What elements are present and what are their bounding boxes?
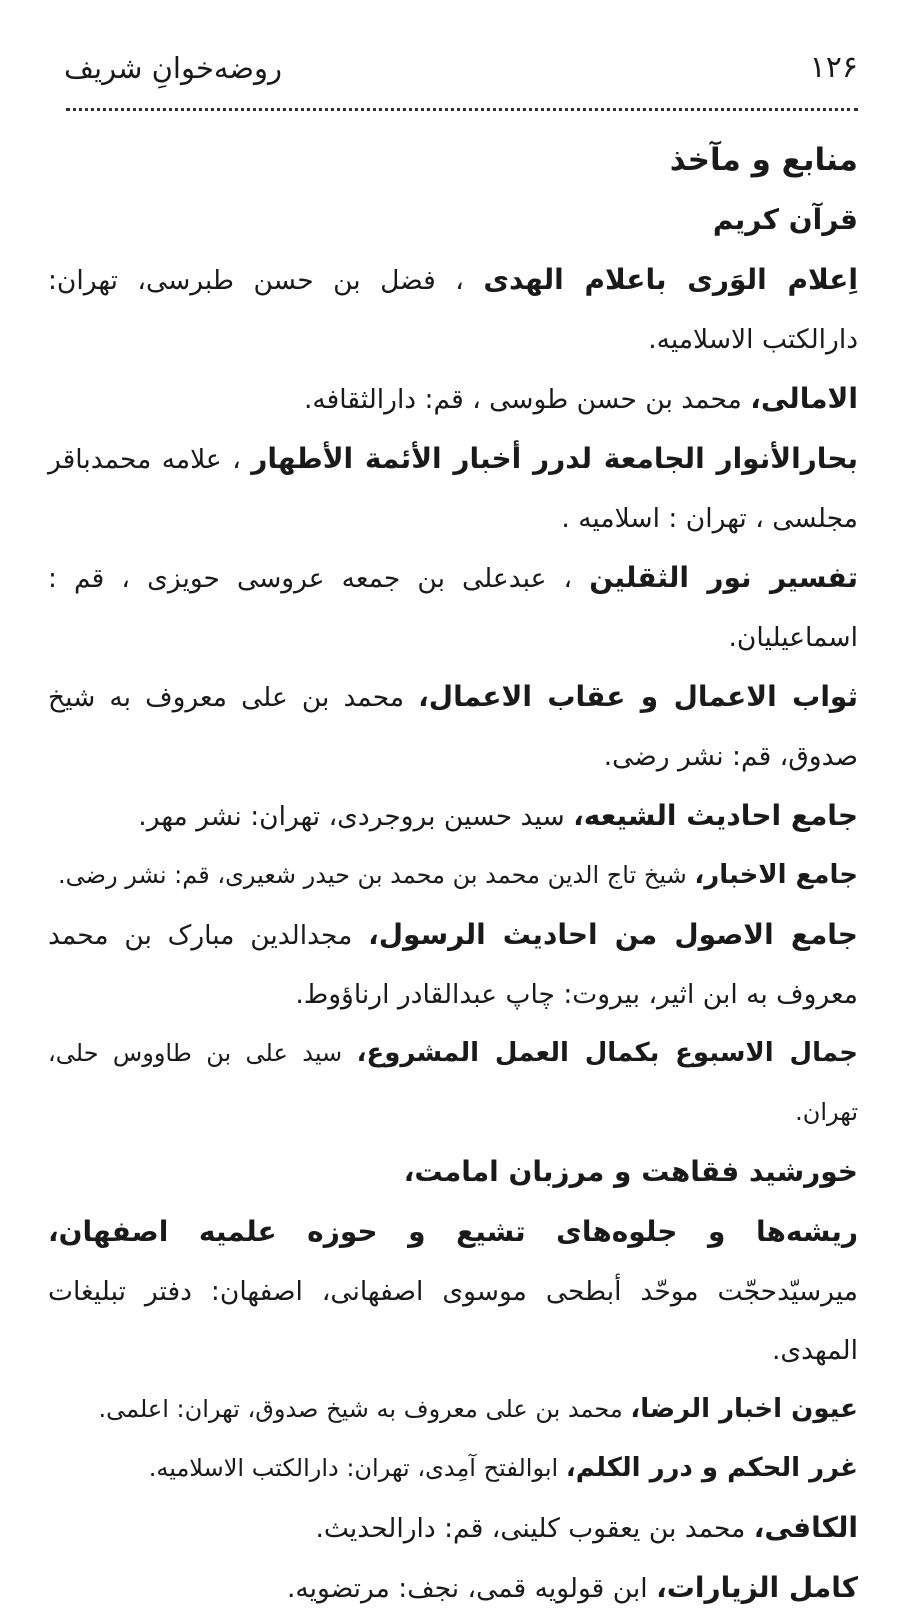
bibliography-entry	[48, 786, 858, 846]
entry-title: جمال الاسبوع بکمال العمل المشروع،	[356, 1038, 858, 1068]
entry-title: غرر الحکم و درر الکلم،	[565, 1453, 858, 1483]
entry-title: جامع الاخبار،	[694, 860, 858, 890]
entry-details: محمد بن علی معروف به شیخ صدوق، قم: نشر رضی.	[48, 682, 858, 772]
entry-details: ابوالفتح آمِدی، تهران: دارالکتب الاسلامیه.	[148, 1454, 566, 1482]
entry-title: جامع احادیث الشیعه،	[573, 799, 858, 832]
bibliography-entry	[48, 429, 858, 548]
bibliography-entry	[48, 1558, 858, 1618]
bibliography-entry	[48, 250, 858, 369]
entry-title: بحارالأنوار الجامعة لدرر أخبار الأئمة الأطهار	[251, 442, 859, 475]
book-page	[48, 0, 859, 1604]
page-number: ۱۲۶	[809, 50, 858, 85]
entry-title: جامع الاصول من احادیث الرسول،	[368, 918, 858, 951]
entry-title: الکافی،	[753, 1511, 858, 1544]
entry-details: سید علی بن طاووس حلی، تهران.	[48, 1039, 858, 1126]
header-divider	[66, 108, 858, 111]
entry-details: ابن قولویه قمی، نجف: مرتضویه.	[287, 1573, 657, 1604]
entry-title: قرآن کریم	[712, 203, 858, 236]
entry-title: کامل الزیارات،	[656, 1571, 858, 1604]
bibliography-entry	[48, 667, 858, 786]
entry-title: ثواب الاعمال و عقاب الاعمال،	[418, 680, 858, 713]
bibliography-entry	[48, 190, 858, 250]
entry-details: ، فضل بن حسن طبرسی، تهران: دارالکتب الاسلامیه.	[48, 265, 858, 355]
running-title: روضه‌خوانِ شریف	[64, 51, 283, 85]
entry-details: محمد بن یعقوب کلینی، قم: دارالحدیث.	[315, 1513, 754, 1544]
entry-details: محمد بن حسن طوسی ، قم: دارالثقافه.	[303, 384, 751, 415]
entry-title: عیون اخبار الرضا،	[630, 1394, 858, 1424]
bibliography-entry	[48, 1380, 858, 1439]
bibliography	[48, 130, 858, 1618]
entry-title: الامالی،	[750, 382, 858, 415]
bibliography-entry	[48, 846, 858, 905]
bibliography-entry	[48, 1498, 858, 1558]
entry-title: خورشید فقاهت و مرزبان امامت،	[403, 1155, 858, 1188]
bibliography-entry	[48, 1024, 858, 1142]
bibliography-entry	[48, 369, 858, 429]
entry-details: شیخ تاج الدین محمد بن محمد بن حیدر شعیری، قم: نشر رضی.	[57, 861, 695, 889]
entry-title: تفسیر نور الثقلین	[589, 561, 858, 594]
page-header	[48, 48, 858, 96]
entry-title: اِعلام الوَری باعلام الهدی	[483, 263, 858, 296]
bibliography-entry	[48, 548, 858, 667]
bibliography-entry	[48, 905, 858, 1024]
entry-details: میرسیّدحجّت موحّد أبطحی موسوی اصفهانی، اصفهان: دفتر تبلیغات المهدی.	[48, 1276, 858, 1366]
entry-title: ریشه‌ها و جلوه‌های تشیع و حوزه علمیه اصفهان،	[48, 1215, 858, 1248]
bibliography-entry	[48, 1439, 858, 1498]
entry-details: ، علامه محمدباقر مجلسی ، تهران : اسلامیه .	[48, 444, 858, 534]
entry-details: ، عبدعلی بن جمعه عروسی حویزی ، قم : اسماعیلیان.	[48, 563, 858, 653]
entry-details: مجدالدین مبارک بن محمد معروف به ابن اثیر، بیروت: چاپ عبدالقادر ارناؤوط.	[48, 920, 858, 1010]
bibliography-entry	[48, 1142, 858, 1202]
bibliography-entry	[48, 1202, 858, 1380]
entry-details: سید حسین بروجردی، تهران: نشر مهر.	[138, 801, 574, 832]
entry-details: محمد بن علی معروف به شیخ صدوق، تهران: اعلمی.	[98, 1395, 631, 1423]
section-title: منابع و مآخذ	[669, 142, 858, 178]
